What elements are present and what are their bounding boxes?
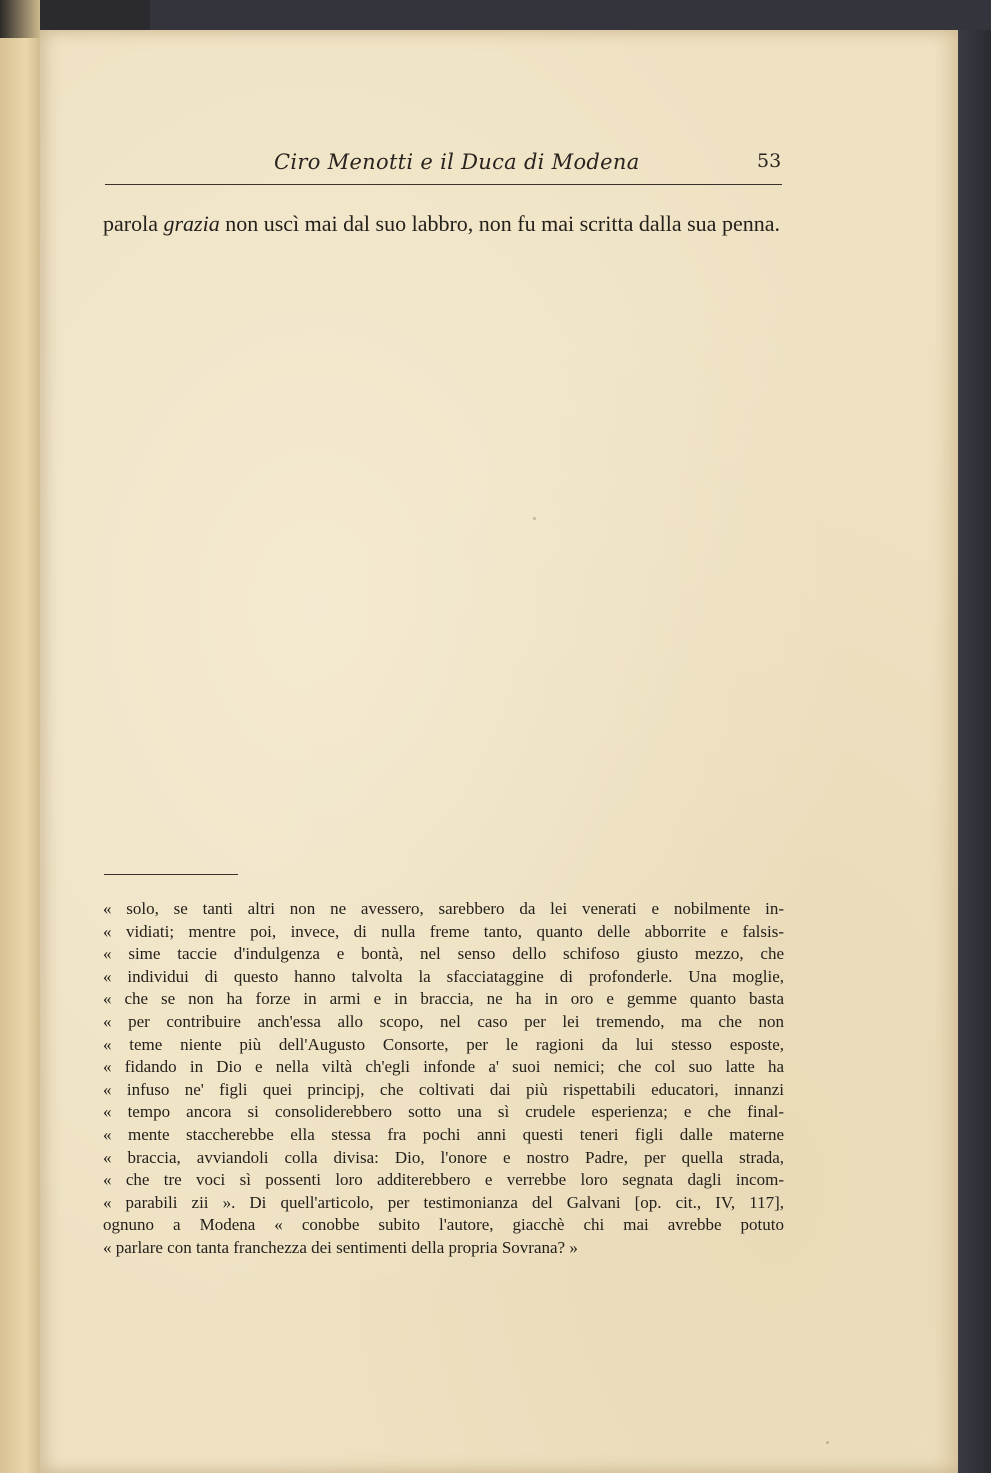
page-number: 53 [757, 150, 782, 172]
footnote-line: « tempo ancora si consoliderebbero sotto una sì crudele esperienza; e che final- [103, 1102, 784, 1122]
paper-speck [826, 1441, 829, 1444]
footnote-line: « infuso ne' figli quei principj, che coltivati dai più rispettabili educatori, innanzi [103, 1079, 784, 1099]
footnote-line: « per contribuire anch'essa allo scopo, nel caso per lei tremendo, ma che non [103, 1011, 784, 1031]
scan-background-right [958, 30, 991, 1473]
body-italic-word: grazia [163, 211, 220, 236]
footnote-line: « mente staccherebbe ella stessa fra pochi anni questi teneri figli dalle materne [103, 1124, 784, 1144]
body-text-end: non uscì mai dal suo labbro, non fu mai scritta dalla sua penna. [219, 211, 780, 236]
footnote-line: « vidiati; mentre poi, invece, di nulla freme tanto, quanto delle abborrite e falsis- [103, 921, 784, 941]
footnote-line: « teme niente più dell'Augusto Consorte, per le ragioni da lui stesso esposte, [103, 1034, 784, 1054]
footnote-line: « che se non ha forze in armi e in braccia, ne ha in oro e gemme quanto basta [103, 989, 784, 1009]
running-header-title: Ciro Menotti e il Duca di Modena [274, 150, 640, 174]
footnote-line: ognuno a Modena « conobbe subito l'autore, giacchè chi mai avrebbe potuto [103, 1215, 784, 1235]
footnote-rule [104, 874, 238, 875]
footnote-line: « braccia, avviandoli colla divisa: Dio, l'onore e nostro Padre, per quella strada, [103, 1147, 784, 1167]
footnote-line: « parlare con tanta franchezza dei sentimenti della propria Sovrana? » [103, 1237, 578, 1257]
scan-background-top [150, 0, 991, 32]
header-rule [105, 184, 782, 185]
facing-page-edge [0, 38, 44, 1473]
footnote [103, 898, 784, 1260]
footnote-line: « solo, se tanti altri non ne avessero, sarebbero da lei venerati e nobilmente in- [103, 899, 784, 918]
paper-speck [533, 517, 536, 520]
footnote-line: « parabili zii ». Di quell'articolo, per testimonianza del Galvani [op. cit., IV, 117], [103, 1192, 784, 1212]
body-text-start: parola [103, 211, 164, 236]
footnote-line: « fidando in Dio e nella viltà ch'egli infonde a' suoi nemici; che col suo latte ha [103, 1057, 784, 1077]
footnote-line: « sime taccie d'indulgenza e bontà, nel senso dello schifoso giusto mezzo, che [103, 944, 784, 964]
body-paragraph [103, 210, 783, 238]
footnote-line: « che tre voci sì possenti loro additerebbero e verrebbe loro segnata dagli incom- [103, 1170, 784, 1190]
footnote-line: « individui di questo hanno talvolta la sfacciataggine di profonderle. Una moglie, [103, 966, 784, 986]
